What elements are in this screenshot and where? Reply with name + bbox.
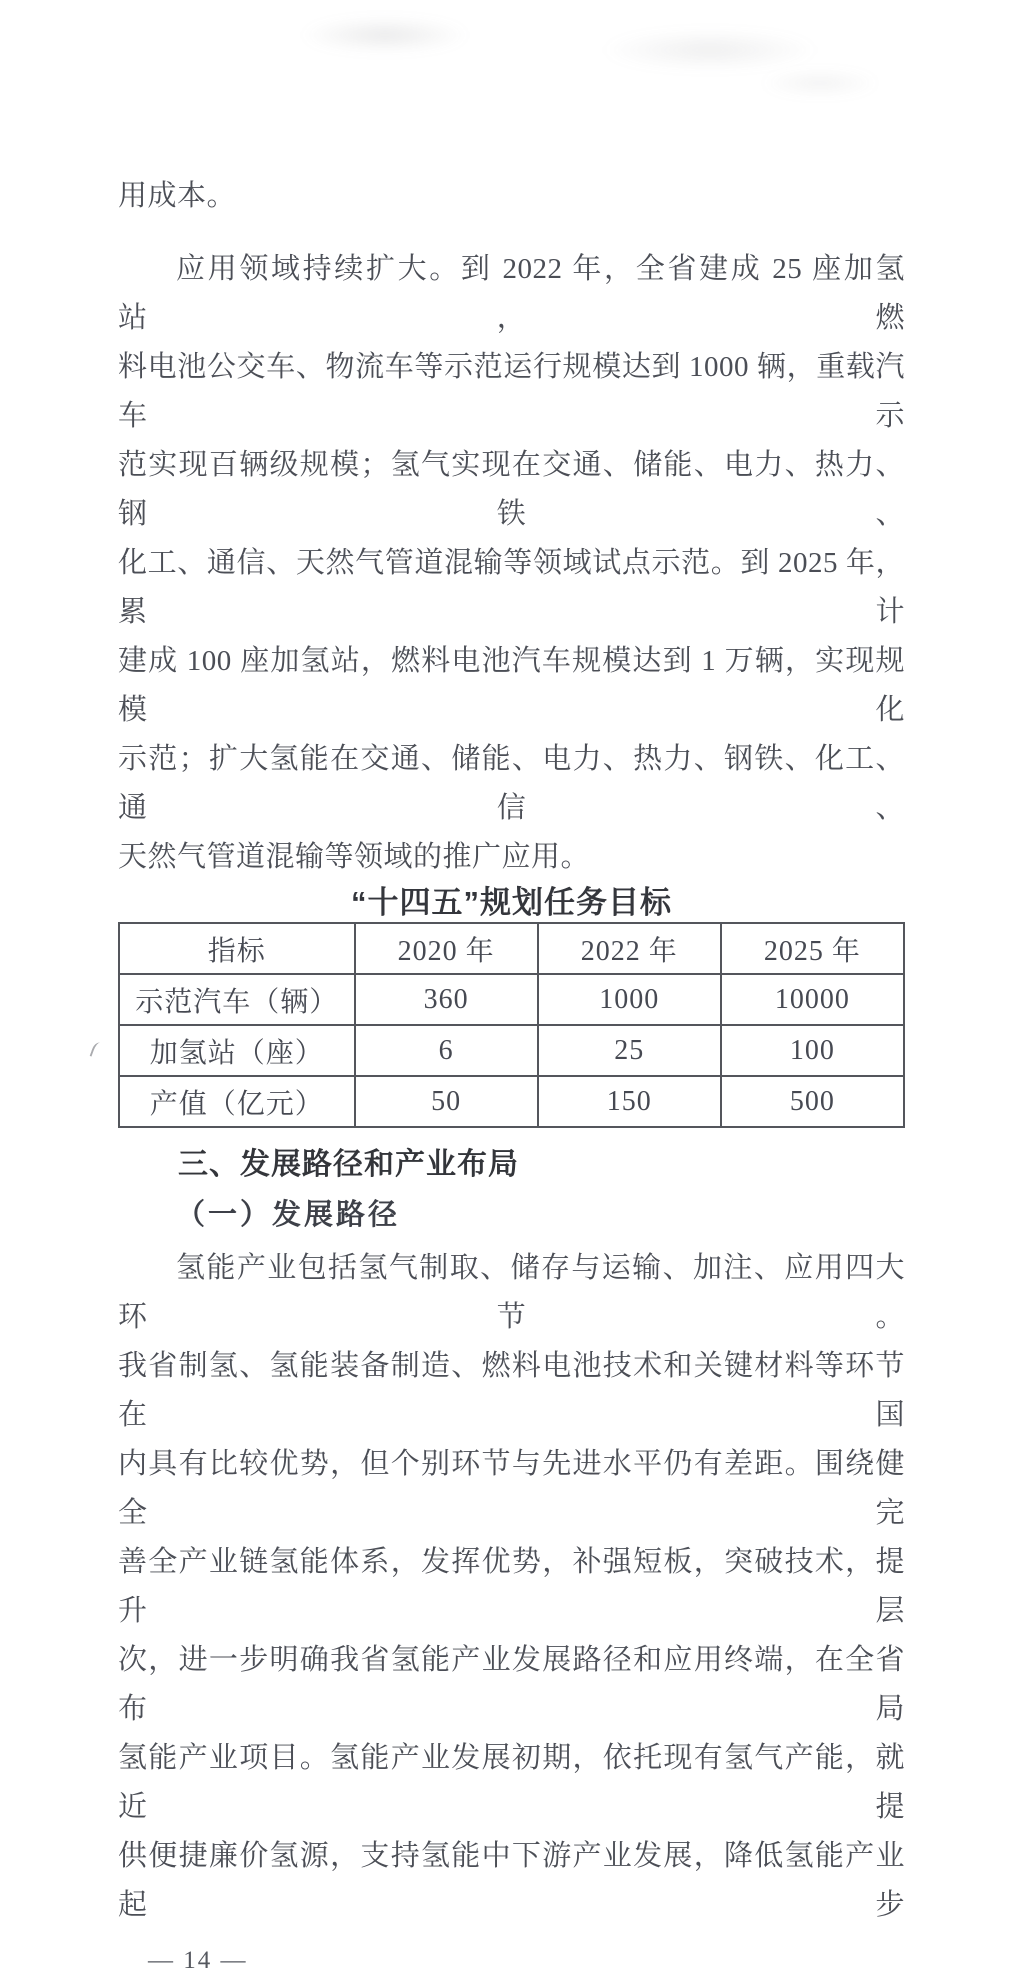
value-cell: 10000 [721, 974, 904, 1025]
header-cell-indicator: 指标 [119, 923, 355, 974]
header-cell-2025: 2025 年 [721, 923, 904, 974]
body-line: 示范；扩大氢能在交通、储能、电力、热力、钢铁、化工、通信、 [118, 743, 905, 824]
scan-tick-artifact [90, 1041, 104, 1059]
header-cell-2022: 2022 年 [538, 923, 721, 974]
subsection-heading: （一）发展路径 [176, 1199, 401, 1231]
body-line: 应用领域持续扩大。到 2022 年，全省建成 25 座加氢站，燃 [118, 253, 905, 334]
value-cell: 150 [538, 1076, 721, 1127]
body-line: 料电池公交车、物流车等示范运行规模达到 1000 辆，重载汽车示 [118, 351, 905, 432]
body-line: 建成 100 座加氢站，燃料电池汽车规模达到 1 万辆，实现规模化 [118, 645, 905, 726]
body-line: 内具有比较优势，但个别环节与先进水平仍有差距。围绕健全完 [118, 1448, 905, 1529]
header-cell-2020: 2020 年 [355, 923, 538, 974]
value-cell: 25 [538, 1025, 721, 1076]
paragraph-tail-line: 用成本。 [118, 180, 237, 212]
scan-smudge [760, 70, 880, 96]
body-line: 范实现百辆级规模；氢气实现在交通、储能、电力、热力、钢铁、 [118, 449, 905, 530]
row-label-cell: 加氢站（座） [119, 1025, 355, 1076]
table-header-row [119, 923, 904, 974]
table-row [119, 1076, 904, 1127]
table-title: “十四五”规划任务目标 [351, 885, 672, 920]
plan-targets-table [118, 922, 905, 1128]
table-row [119, 1025, 904, 1076]
table-row [119, 974, 904, 1025]
body-line: 善全产业链氢能体系，发挥优势，补强短板，突破技术，提升层 [118, 1546, 905, 1627]
body-line: 次，进一步明确我省氢能产业发展路径和应用终端，在全省布局 [118, 1644, 905, 1725]
section-heading: 三、发展路径和产业布局 [178, 1148, 519, 1181]
body-paragraph-2 [118, 1244, 905, 1930]
body-line: 氢能产业项目。氢能产业发展初期，依托现有氢气产能，就近提 [118, 1742, 905, 1823]
value-cell: 6 [355, 1025, 538, 1076]
body-paragraph-1 [118, 245, 905, 882]
value-cell: 1000 [538, 974, 721, 1025]
body-line: 供便捷廉价氢源，支持氢能中下游产业发展，降低氢能产业起步 [118, 1840, 905, 1921]
value-cell: 360 [355, 974, 538, 1025]
scan-smudge [600, 30, 820, 70]
value-cell: 100 [721, 1025, 904, 1076]
row-label-cell: 产值（亿元） [119, 1076, 355, 1127]
page-number: — 14 — [148, 1947, 248, 1974]
row-label-cell: 示范汽车（辆） [119, 974, 355, 1025]
body-line: 氢能产业包括氢气制取、储存与运输、加注、应用四大环节。 [118, 1252, 905, 1333]
scan-smudge [300, 18, 470, 52]
body-line: 化工、通信、天然气管道混输等领域试点示范。到 2025 年，累计 [118, 547, 905, 628]
value-cell: 500 [721, 1076, 904, 1127]
value-cell: 50 [355, 1076, 538, 1127]
body-line: 天然气管道混输等领域的推广应用。 [118, 841, 591, 873]
body-line: 我省制氢、氢能装备制造、燃料电池技术和关键材料等环节在国 [118, 1350, 905, 1431]
